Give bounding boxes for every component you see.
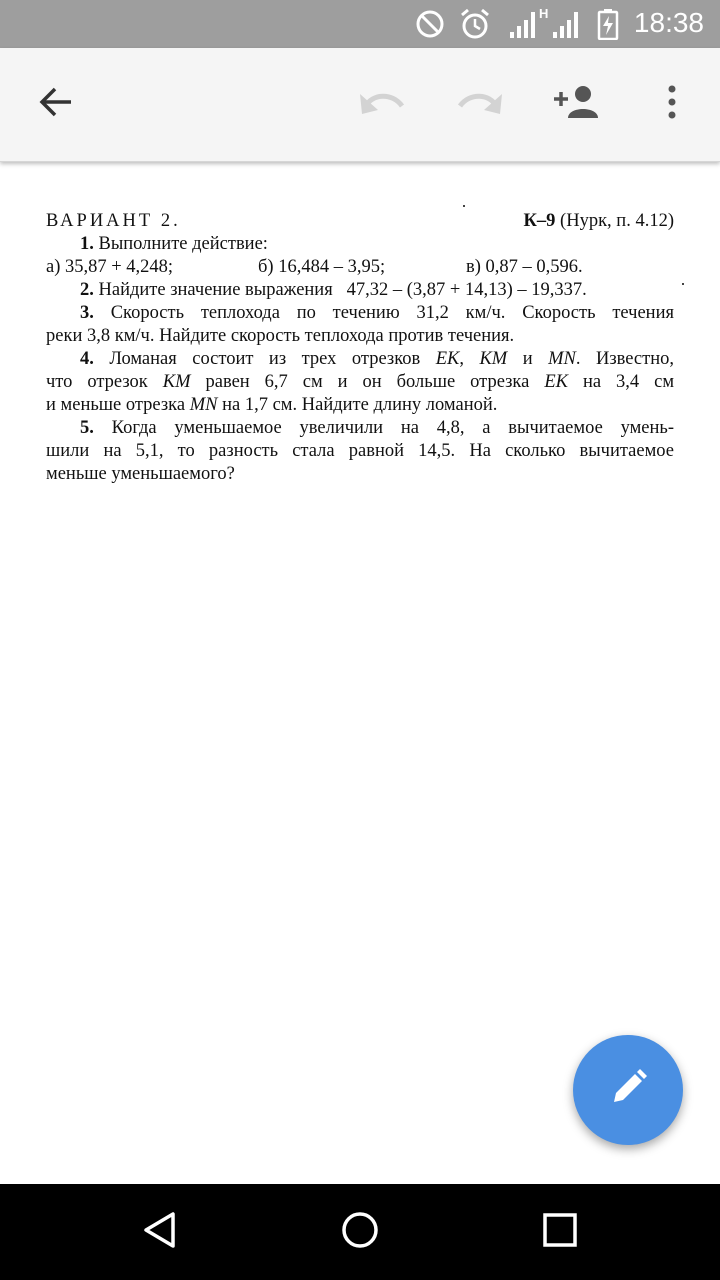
task-2 <box>46 279 674 302</box>
back-arrow-icon <box>38 84 74 125</box>
nav-recents-button[interactable] <box>530 1202 590 1262</box>
more-options-button[interactable] <box>642 74 702 134</box>
share-add-person-button[interactable] <box>546 74 606 134</box>
conjunction: и <box>522 349 533 369</box>
code-label: К–9 <box>523 211 556 231</box>
task-4-line-1: 4. Ломаная состоит из трех отрезков EK, KM и MN. Известно, <box>80 349 674 369</box>
task-text: на 3,4 см <box>582 372 675 392</box>
undo-icon <box>358 84 406 125</box>
back-button[interactable] <box>26 74 86 134</box>
task-5-line-2: шили на 5,1, то разность стала равной 14,5. На сколько вычитаемое <box>46 441 674 461</box>
task-5-line-1 <box>46 417 674 440</box>
task-number: 1. <box>80 234 94 254</box>
segment-mn: MN <box>189 395 218 415</box>
scan-speck <box>682 283 684 285</box>
nav-back-icon <box>140 1210 180 1255</box>
task-text: равен 6,7 см и он больше отрезка <box>205 372 530 392</box>
segment-ek: EK <box>435 349 460 369</box>
system-navigation-bar <box>0 1184 720 1280</box>
task-4-line-3 <box>46 394 674 417</box>
document-page <box>46 210 674 486</box>
task-3-line-1 <box>46 302 674 325</box>
task-1-part-a: а) 35,87 + 4,248; <box>46 257 174 277</box>
segment-ek: EK <box>544 372 568 392</box>
more-vert-icon <box>666 84 678 125</box>
redo-icon <box>456 84 504 125</box>
nav-recents-icon <box>540 1210 580 1255</box>
status-bar <box>0 0 720 48</box>
task-text: Скорость теплохода по течению 31,2 км/ч. Скорость течения <box>110 303 674 323</box>
undo-button[interactable] <box>352 74 412 134</box>
task-1-heading <box>46 233 674 256</box>
document-header <box>46 210 674 233</box>
task-text: Выполните действие: <box>98 234 268 254</box>
task-1-parts <box>46 256 674 279</box>
redo-button[interactable] <box>450 74 510 134</box>
do-not-disturb-icon <box>414 8 446 45</box>
task-3-line-2: реки 3,8 км/ч. Найдите скорость теплохода против течения. <box>46 326 515 346</box>
nav-home-button[interactable] <box>330 1202 390 1262</box>
nav-home-icon <box>340 1210 380 1255</box>
signal-icon <box>508 8 538 45</box>
document-code <box>524 210 675 233</box>
task-number: 5. <box>80 418 94 438</box>
task-text: на 1,7 см. Найдите длину ломаной. <box>222 395 498 415</box>
task-5-line-3: меньше уменьшаемого? <box>46 464 235 484</box>
task-text: . Известно, <box>575 349 674 369</box>
status-time: 18:38 <box>633 7 704 38</box>
task-4-line-2 <box>46 371 674 394</box>
segment-km: KM <box>479 349 508 369</box>
segment-mn: MN <box>548 349 576 369</box>
task-text: Ломаная состоит из трех отрезков <box>109 349 421 369</box>
top-app-bar <box>0 48 720 162</box>
task-text: Когда уменьшаемое увеличили на 4,8, а вычитаемое умень- <box>111 418 674 438</box>
code-reference: (Нурк, п. 4.12) <box>560 211 674 231</box>
task-2-expression: 47,32 – (3,87 + 14,13) – 19,337. <box>346 280 587 300</box>
add-person-icon <box>552 84 600 125</box>
segment-km: KM <box>162 372 191 392</box>
task-number: 4. <box>80 349 94 369</box>
task-1-part-b: б) 16,484 – 3,95; <box>258 257 386 277</box>
task-number: 3. <box>80 303 94 323</box>
task-number: 2. <box>80 280 94 300</box>
network-type-label: H <box>539 6 549 21</box>
task-1-part-c: в) 0,87 – 0,596. <box>466 257 583 277</box>
battery-charging-icon <box>596 8 620 45</box>
scan-speck <box>463 205 465 207</box>
edit-pencil-icon <box>608 1068 648 1113</box>
variant-title: ВАРИАНТ 2. <box>46 211 181 231</box>
task-text: что отрезок <box>46 372 148 392</box>
alarm-icon <box>458 8 492 45</box>
task-text: и меньше отрезка <box>46 395 186 415</box>
task-text: Найдите значение выражения <box>98 280 333 300</box>
edit-fab-button[interactable] <box>573 1035 683 1145</box>
signal-icon <box>551 8 581 45</box>
nav-back-button[interactable] <box>130 1202 190 1262</box>
